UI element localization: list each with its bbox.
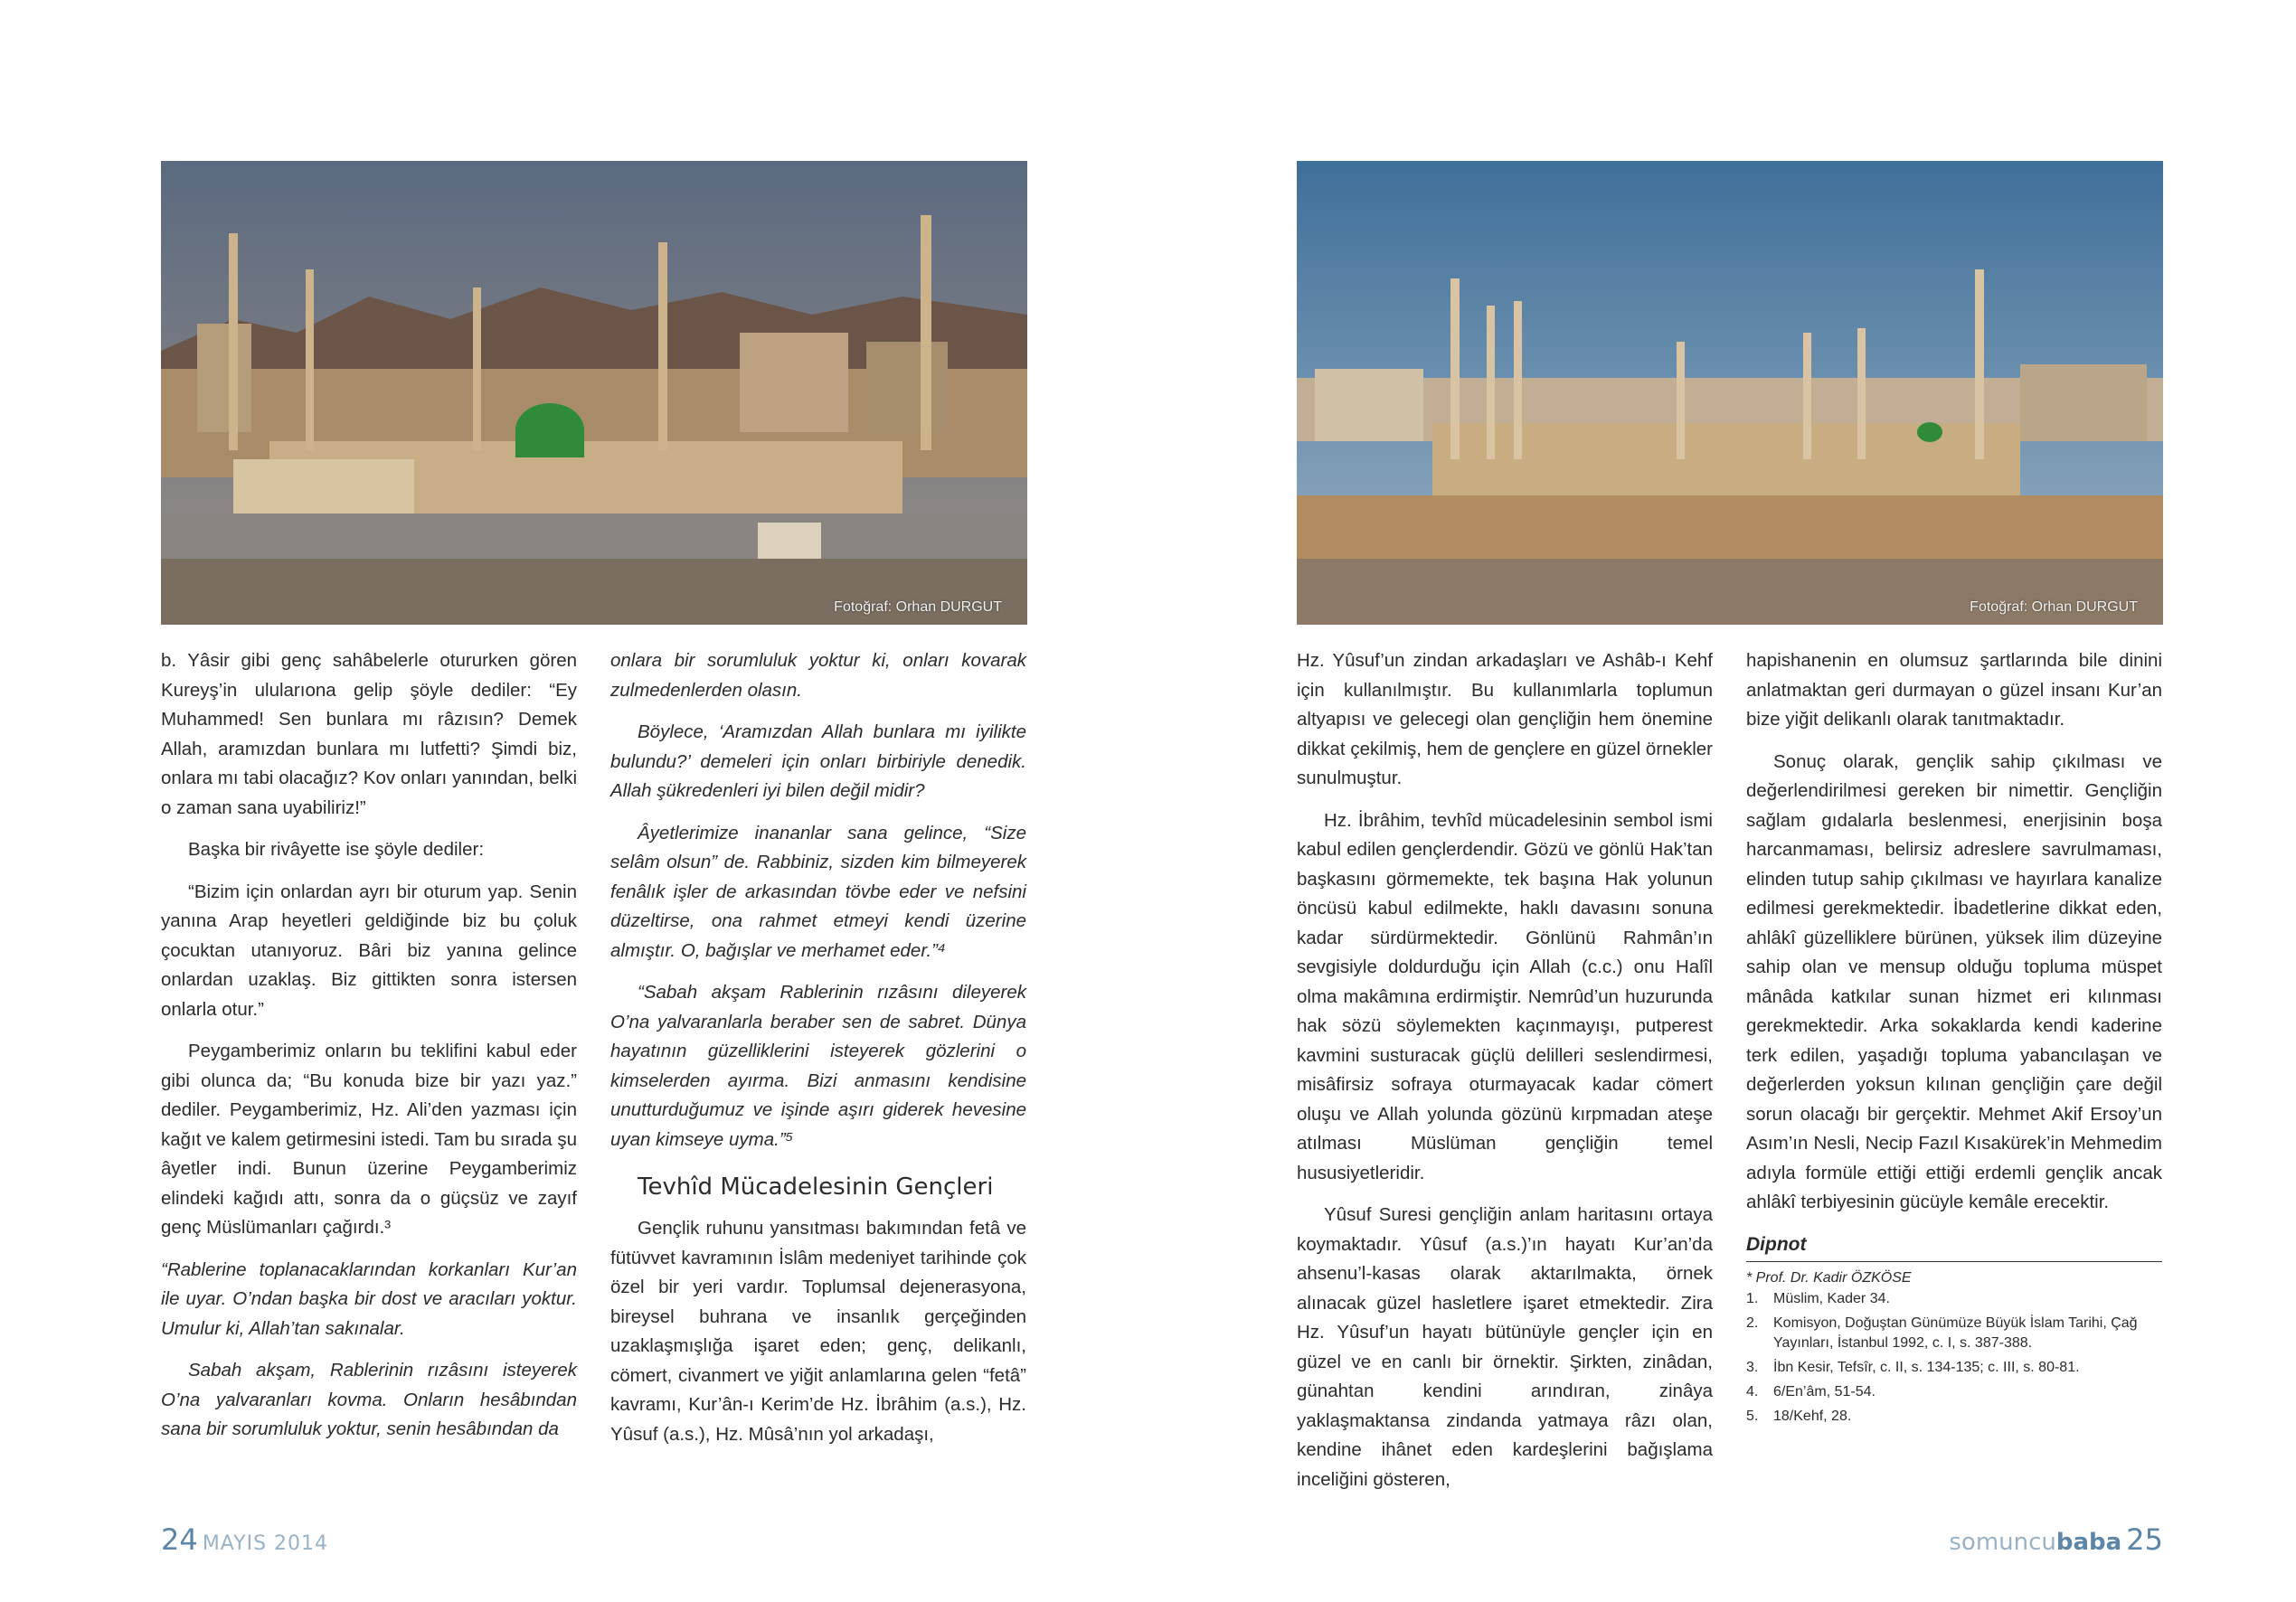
page-number-right: 25 [2126,1522,2163,1557]
paragraph: “Bizim için onlardan ayrı bir oturum yap. Senin yanına Arap heyetleri geldiğinde biz bu çoluk çocuktan utanıyoruz. Bâri biz yanına gelince onlardan uzaklaş. Biz gittikten sonra istersen onlarla otur.” [161,881,577,1020]
magazine-brand [1949,1529,2121,1556]
footnote-list [1746,1289,2162,1427]
footnote-text: Komisyon, Doğuştan Günümüze Büyük İslam Tarihi, Çağ Yayınları, İstanbul 1992, c. I, s. 387-388. [1773,1315,2138,1351]
quote-paragraph: onlara bir sorumluluk yoktur ki, onları kovarak zulmedenlerden olasın. [610,650,1026,701]
footnote-number: 3. [1746,1360,1759,1375]
paragraph: Hz. İbrâhim, tevhîd mücadelesinin sembol ismi kabul edilen gençlerdendir. Gözü ve gönlü Hak’tan başkasını görmemekte, tek başına Hak yolunun öncüsü kabul edilmekte, haklı davasını sonuna kadar sürdürmektedir. Gönlünü Rahmân’ın sevgisiyle doldurduğu için Allah (c.c.) onu Halîl olma makâmına erdirmiştir. Nemrûd’un huzurunda hak sözü söylemekten kaçınmayışı, putperest kavmini susturacak güçlü delilleri seslendirmesi, misâfirsiz sofraya oturmayacak kadar cömert oluşu ve Allah yolunda gözünü kırpmadan ateşe atılması Müslüman gençliğin temel hususiyetleridir. [1297,809,1713,1183]
footnotes-title: Dipnot [1746,1230,2162,1263]
footnotes [1746,1230,2162,1428]
text-column-3 [1297,646,1713,1507]
mosque-photo-left [161,161,1027,625]
footnote-text: Müslim, Kader 34. [1773,1291,1890,1306]
quote-paragraph: “Rablerine toplanacaklarından korkanları Kur’an ile uyar. O’ndan başka bir dost ve aracıları yoktur. Umulur ki, Allah’tan sakınalar. [161,1258,577,1339]
photo-credit-left: Fotoğraf: Orhan DURGUT [834,599,1002,615]
text-column-2 [610,646,1026,1462]
paragraph: hapishanenin en olumsuz şartlarında bile dinini anlatmaktan geri durmayan o güzel insanı Kur’an bize yiğit delikanlı olarak tanıtmaktadır. [1746,650,2162,730]
page-number-left: 24 [161,1522,198,1557]
paragraph: Sonuç olarak, gençlik sahip çıkılması ve değerlendirilmesi gereken bir nimettir. Gençliğin sağlam gıdalarla beslenmesi, enerjisinin boşa harcanmaması, belirsiz adreslere savrulmaması, elinden tutup sahip çıkılması ve hayırlara kanalize edilmesi gerekmektedir. İbadetlerine dikkat eden, ahlâkî güzelliklere bürünen, yüksek ilim düzeyine sahip olan ve mensup olduğu topluma müspet mânâda katkılar sunan hizmet eri kılınması gerekmektedir. Arka sokaklarda kendi kaderine terk edilen, yaşadığı topluma yabancılaşan ve değerlerden yoksun kılınan gençliğin çare değil sorun olacağı bir gerçektir. Mehmet Akif Ersoy’un Asım’ın Nesli, Necip Fazıl Kısakürek’in Mehmedim adıyla formüle ettiği ettiği erdemli gençlik ancak ahlâkî terbiyesinin gücüyle kemâle erecektir. [1746,750,2162,1212]
paragraph: Peygamberimiz onların bu teklifini kabul eder gibi olunca da; “Bu konuda bize bir yazı yaz.” dediler. Peygamberimiz, Hz. Ali’den yazması için kağıt ve kalem getirmesini istedi. Tam bu sırada şu âyetler indi. Bunun üzerine Peygamberimiz elindeki kağıdı attı, sonra da o güçsüz ve zayıf genç Müslümanları çağırdı.³ [161,1041,577,1238]
footnote-number: 2. [1746,1315,1759,1331]
footnote-text: 18/Kehf, 28. [1773,1409,1852,1424]
footnote-text: 6/En’âm, 51-54. [1773,1384,1876,1399]
paragraph: Yûsuf Suresi gençliğin anlam haritasını ortaya koymaktadır. Yûsuf (a.s.)’ın hayatı Kur’an’da ahsenu’l-kasas olarak aktarılmakta, örnek alınacak güzel hasletlere işaret etmektedir. Zira Hz. Yûsuf’un hayatı bütünüyle gençler için en güzel ve en canlı bir örnektir. Şirkten, zinâdan, günahtan kendini arındıran, zinâya yaklaşmaktansa zindanda yatmaya râzı olan, kendine ihânet eden kardeşlerini bağışlama inceliğini gösteren, [1297,1204,1713,1490]
mosque-photo-right [1297,161,2163,625]
footnote-number: 4. [1746,1384,1759,1399]
section-heading: Tevhîd Mücadelesinin Gençleri [638,1173,994,1201]
photo-credit-right: Fotoğraf: Orhan DURGUT [1970,599,2138,615]
paragraph: b. Yâsir gibi genç sahâbelerle otururken gören Kureyş’in ulularıona gelip şöyle dediler: “Ey Muhammed! Sen bunlara mı râzısın? Demek Allah, aramızdan bunlara mı lutfetti? Şimdi biz, onlara mı tabi olacağız? Kov onları yanından, belki o zaman sana uyabiliriz!” [161,650,577,818]
footnote-number: 5. [1746,1409,1759,1424]
paragraph: Başka bir rivâyette ise şöyle dediler: [188,839,485,860]
mosque-photo-left-image [161,161,1027,625]
brand-part-2: baba [2055,1529,2122,1556]
footnote-item [1746,1358,2162,1378]
folio-right [1949,1522,2163,1557]
quote-paragraph: Sabah akşam, Rablerinin rızâsını isteyerek O’na yalvaranları kovma. Onların hesâbından sana bir sorumluluk yoktur, senin hesâbından da [161,1360,577,1439]
footnote-author: * Prof. Dr. Kadir ÖZKÖSE [1746,1270,1912,1286]
brand-part-1: somuncu [1949,1529,2056,1556]
footnote-item [1746,1289,2162,1309]
paragraph: Hz. Yûsuf’un zindan arkadaşları ve Ashâb-ı Kehf için kullanılmıştır. Bu kullanımlarla toplumun altyapısı ve gelecegi olan gençliğin hem önemine dikkat çekilmiş, hem de gençlere en güzel örnekler sunulmuştur. [1297,650,1713,788]
paragraph: Gençlik ruhunu yansıtması bakımından fetâ ve fütüvvet kavramının İslâm medeniyet tarihinde çok özel bir yeri vardır. Toplumsal dejenerasyona, bireysel buhrana ve insanlık gerçeğinden uzaklaşmışlığa işaret eden; genç, delikanlı, cömert, civanmert ve yiğit anlamlarına gelen “fetâ” kavramı, Kur’ân-ı Kerim’de Hz. İbrâhim (a.s.), Hz. Yûsuf (a.s.), Hz. Mûsâ’nın yol arkadaşı, [610,1218,1026,1445]
quote-paragraph: Âyetlerimize inananlar sana gelince, “Size selâm olsun” de. Rabbiniz, sizden kim bilmeyerek fenâlık işler de arkasından tövbe eder ve nefsini düzeltirse, ona rahmet etmeyi kendi üzerine almıştır. O, bağışlar ve merhamet eder.”⁴ [610,822,1026,961]
footnote-item [1746,1314,2162,1353]
footnote-text: İbn Kesir, Tefsîr, c. II, s. 134-135; c. III, s. 80-81. [1773,1360,2080,1375]
footnote-item [1746,1407,2162,1427]
folio-left [161,1522,328,1557]
text-column-4 [1746,646,2162,1431]
mosque-photo-right-image [1297,161,2163,625]
text-column-1 [161,646,577,1457]
issue-date: MAYIS 2014 [202,1532,329,1555]
quote-paragraph: Böylece, ‘Aramızdan Allah bunlara mı iyilikte bulundu?’ demeleri için onları birbiriyle denedik. Allah şükredenleri iyi bilen değil midir? [610,721,1026,801]
footnote-item [1746,1382,2162,1402]
footnote-number: 1. [1746,1291,1759,1306]
quote-paragraph: “Sabah akşam Rablerinin rızâsını dileyerek O’na yalvaranlarla beraber sen de sabret. Dünya hayatının güzelliklerini isteyerek gözlerini o kimselerden ayırma. Bizi anmasını kendisine unutturduğumuz ve işinde aşırı giderek hevesine uyan kimseye uyma.”⁵ [610,982,1026,1150]
